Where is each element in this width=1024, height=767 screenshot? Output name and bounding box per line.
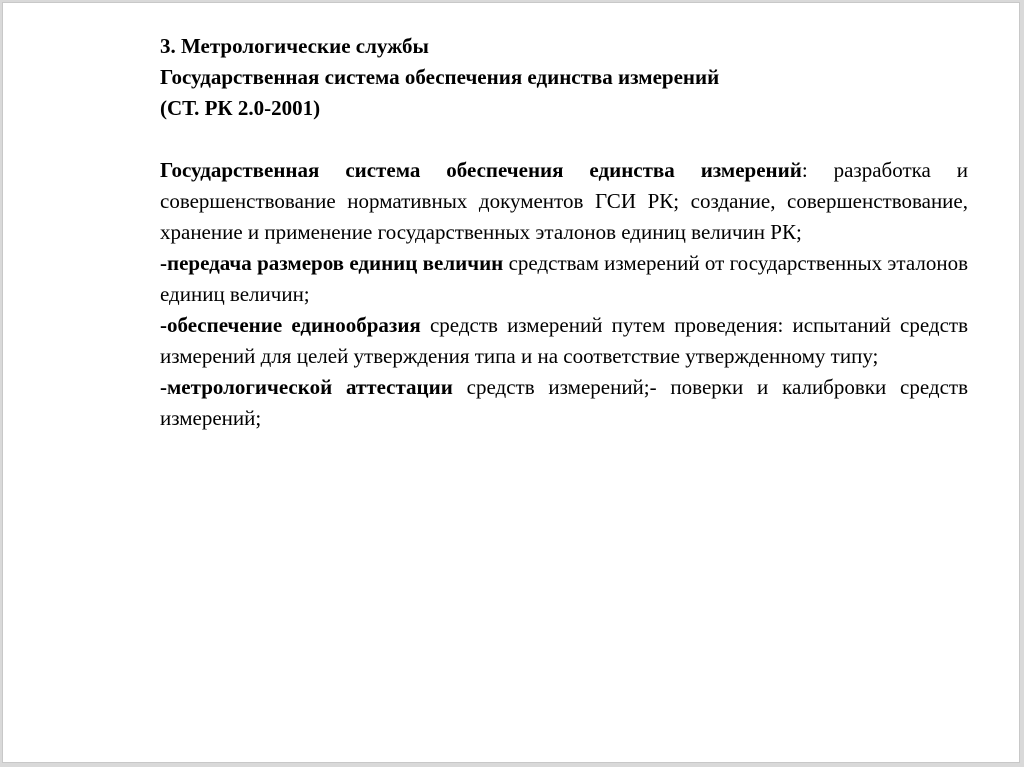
list-item-uniformity-text: средств измерений путем проведения: испытаний средств измерений для целей утверждения типа и на соответствие утвержденному типу; [160,313,968,368]
list-item-attestation-text: средств измерений;- поверки и калибровки средств измерений; [160,375,968,430]
section-title: 3. Метрологические службы [160,34,429,58]
document-title: Государственная система обеспечения единства измерений [160,65,720,89]
slide-content [160,31,968,434]
intro-text: : разработка и совершенствование нормативных документов ГСИ РК; создание, совершенствование, хранение и применение государственных эталонов единиц величин РК; [160,158,968,244]
standard-reference: (СТ. РК 2.0-2001) [160,96,321,120]
list-item-transfer-text: средствам измерений от государственных эталонов единиц величин; [160,251,969,306]
list-item-transfer-term: -передача размеров единиц величин [160,251,504,275]
slide [2,2,1020,763]
list-item-transfer [160,248,968,310]
list-item-attestation-term: -метрологической аттестации [160,375,453,399]
list-item-attestation [160,372,968,434]
intro-term: Государственная система обеспечения единства измерений [160,158,802,182]
spacer [160,124,968,155]
intro-paragraph [160,155,968,248]
list-item-uniformity-term: -обеспечение единообразия [160,313,421,337]
list-item-uniformity [160,310,968,372]
